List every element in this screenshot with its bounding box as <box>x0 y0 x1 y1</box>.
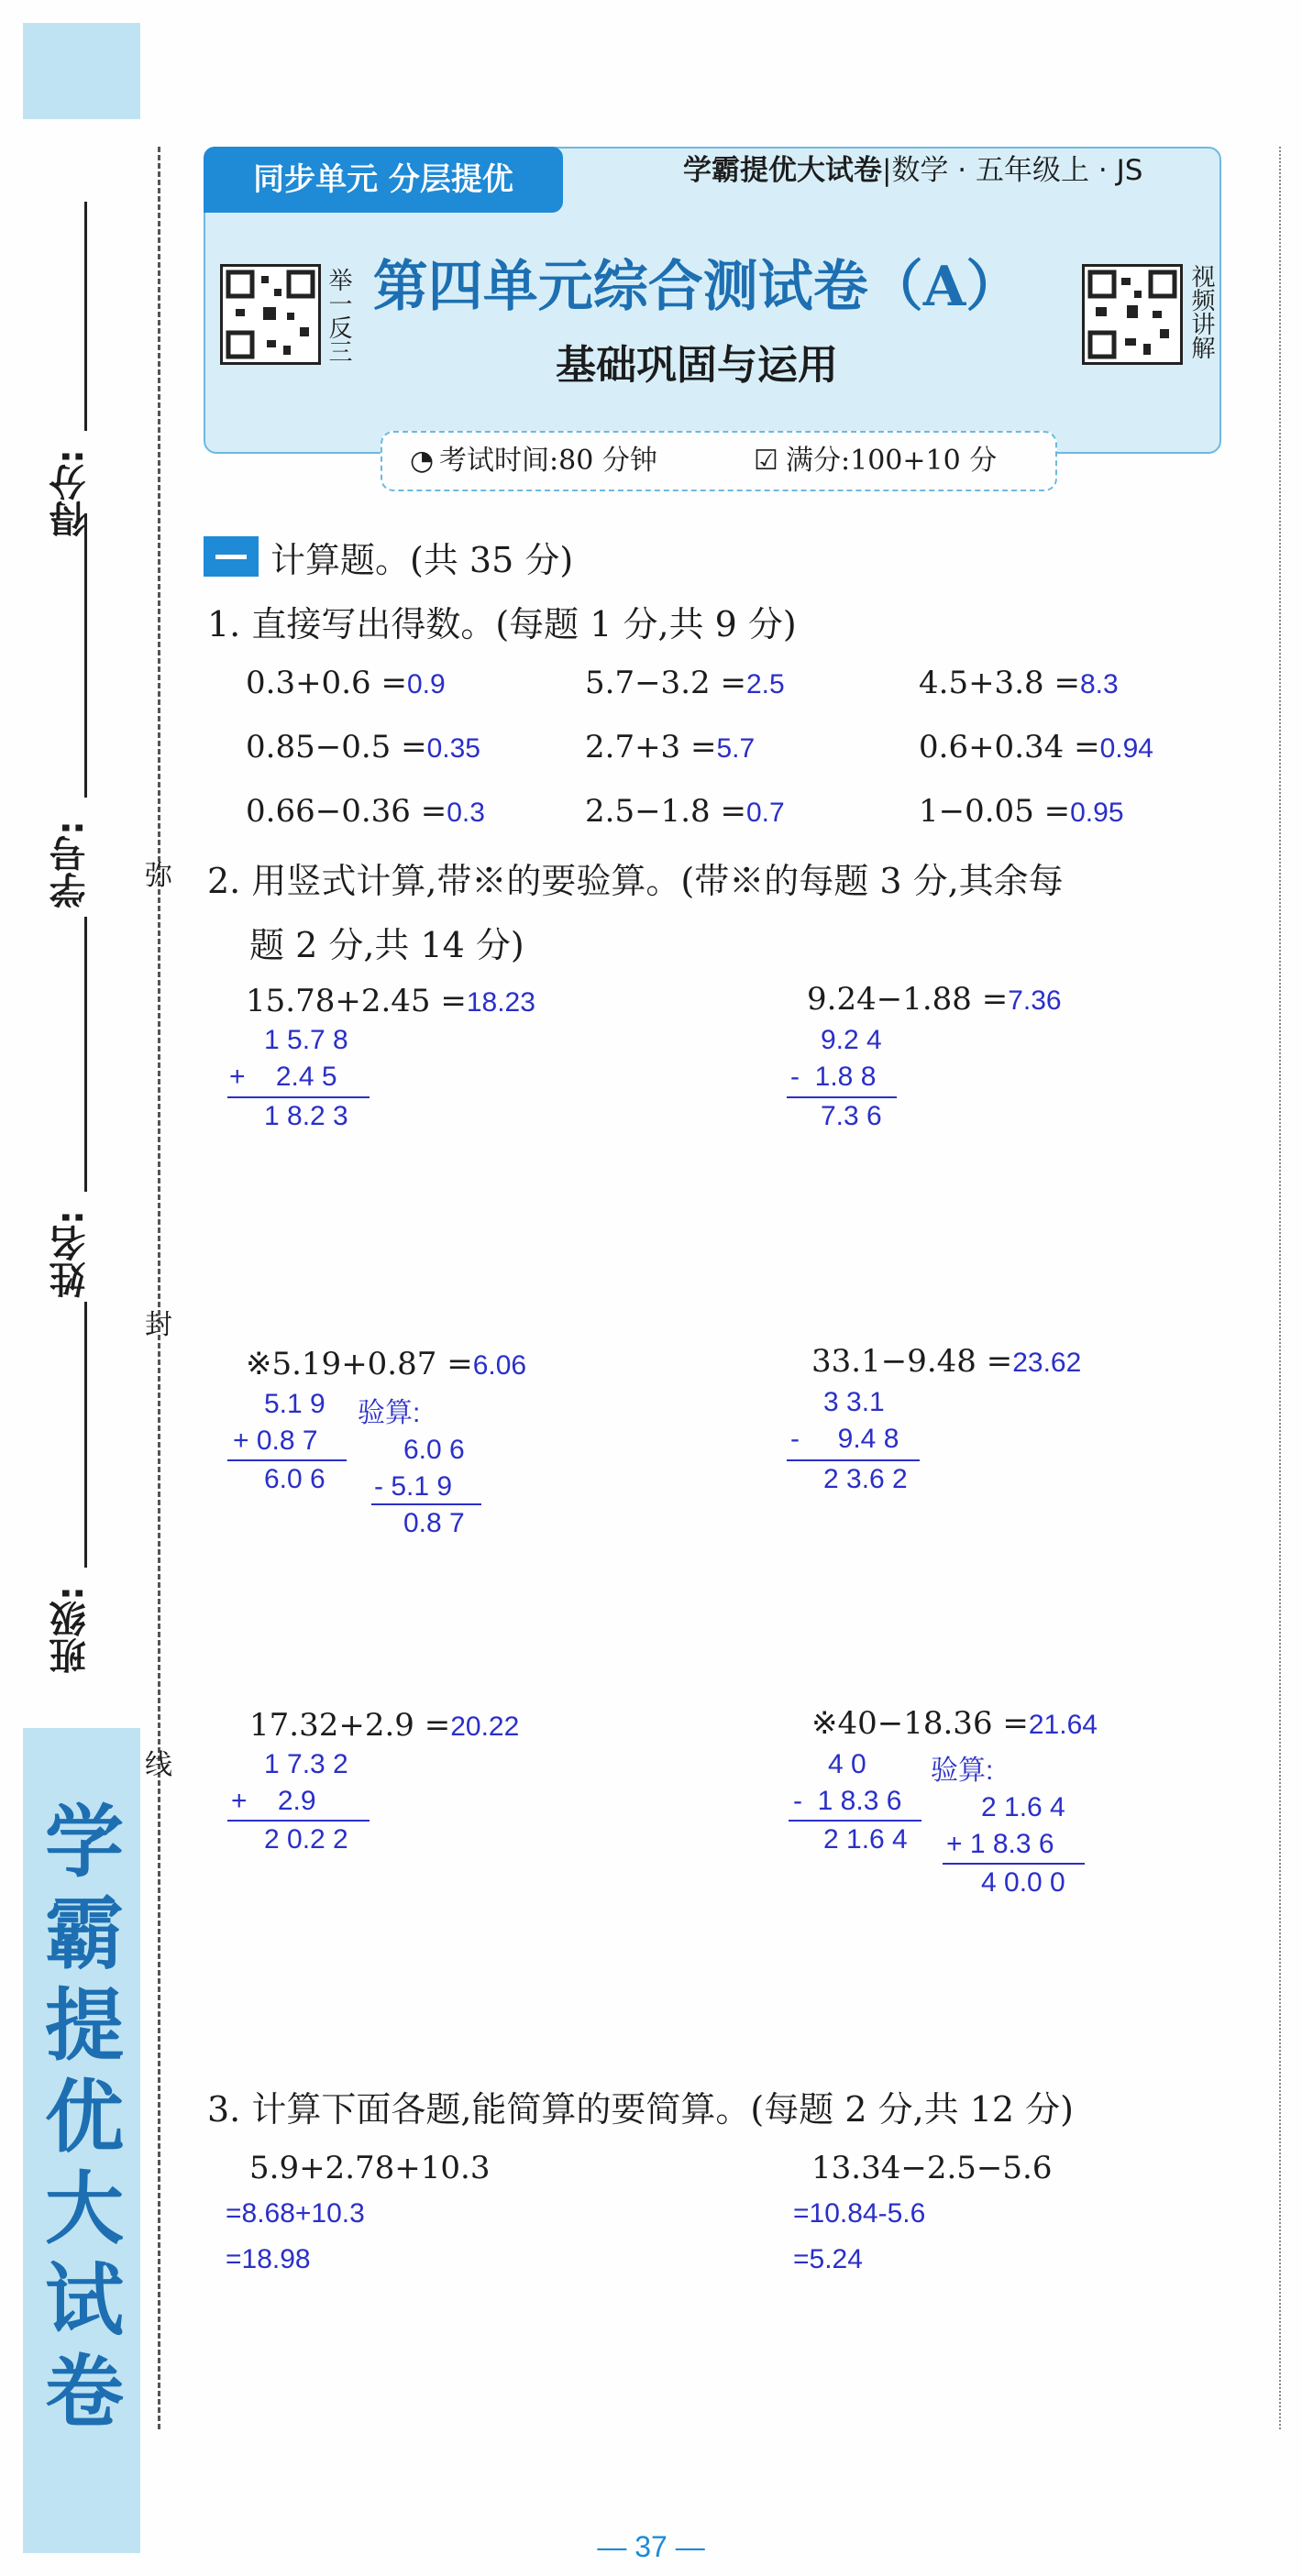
check-label: 验算: <box>358 1398 421 1428</box>
vertical-result: 7.3 6 <box>821 1101 882 1131</box>
vertical-line: + 2.9 <box>231 1786 316 1816</box>
q2-label-line1: 2. 用竖式计算,带※的要验算。(带※的每题 3 分,其余每 <box>207 861 1064 901</box>
q2-item: ※40−18.36 =21.64 <box>811 1705 1098 1742</box>
vertical-result: 2 3.6 2 <box>823 1464 908 1494</box>
clock-icon: ◔ <box>410 445 435 477</box>
vertical-line: + 0.8 7 <box>233 1426 318 1456</box>
qr-code-left[interactable] <box>220 264 321 365</box>
check-result: 4 0.0 0 <box>981 1867 1065 1898</box>
q1-answer[interactable]: 0.9 <box>406 669 446 699</box>
q2-answer[interactable]: 23.62 <box>1012 1348 1082 1378</box>
q1-answer[interactable]: 2.5 <box>745 669 785 699</box>
left-strip-top <box>23 23 140 119</box>
check-line: - 5.1 9 <box>374 1471 453 1502</box>
q1-answer[interactable]: 8.3 <box>1079 669 1119 699</box>
student-number-field-blank[interactable] <box>84 513 87 798</box>
binding-char-feng: 封 <box>145 1309 172 1341</box>
check-icon: ☑ <box>754 445 778 477</box>
vertical-result: 6.0 6 <box>264 1464 326 1494</box>
q1-item: 5.7−3.2 =2.5 <box>585 665 785 701</box>
check-label: 验算: <box>931 1756 994 1786</box>
q2-answer[interactable]: 18.23 <box>466 987 535 1018</box>
q3-item-expression: 5.9+2.78+10.3 <box>249 2150 491 2186</box>
q1-item: 1−0.05 =0.95 <box>919 793 1124 830</box>
full-score: 满分:100+10 分 <box>786 445 998 477</box>
vertical-line: 4 0 <box>828 1749 866 1779</box>
q1-answer[interactable]: 0.94 <box>1099 733 1153 764</box>
exam-time: 考试时间:80 分钟 <box>439 445 657 477</box>
qr-pattern-right <box>1085 267 1180 362</box>
qr-pattern-left <box>223 267 318 362</box>
q2-label-line2: 题 2 分,共 14 分) <box>249 925 524 965</box>
series-tab: 同步单元 分层提优 <box>204 147 563 213</box>
vertical-result: 1 8.2 3 <box>264 1101 348 1131</box>
q3-step: =18.98 <box>226 2244 311 2274</box>
section-badge-mark <box>215 555 247 559</box>
q3-step: =8.68+10.3 <box>226 2198 365 2229</box>
qr-right-caption: 视频讲解 <box>1187 264 1215 359</box>
vertical-line: + 2.4 5 <box>229 1062 337 1092</box>
q2-item: 33.1−9.48 =23.62 <box>811 1343 1082 1380</box>
right-margin-line <box>1279 147 1281 2429</box>
q1-item: 0.85−0.5 =0.35 <box>246 729 480 765</box>
q1-answer[interactable]: 0.35 <box>426 733 480 764</box>
q2-answer[interactable]: 7.36 <box>1008 985 1062 1016</box>
q1-label: 1. 直接写出得数。(每题 1 分,共 9 分) <box>207 604 797 644</box>
vertical-result: 2 0.2 2 <box>264 1824 348 1855</box>
q1-item: 0.66−0.36 =0.3 <box>246 793 485 830</box>
score-field-label: 得分: <box>50 449 92 537</box>
vertical-line: - 9.4 8 <box>790 1424 899 1454</box>
binding-dashed-line <box>158 147 160 2429</box>
q2-item: 9.24−1.88 =7.36 <box>807 981 1062 1018</box>
check-line: + 1 8.3 6 <box>946 1829 1054 1859</box>
score-field-blank[interactable] <box>84 202 87 431</box>
qr-code-right[interactable] <box>1082 264 1183 365</box>
q1-answer[interactable]: 0.95 <box>1070 798 1124 828</box>
class-field-label: 班级: <box>50 1586 92 1674</box>
q2-answer[interactable]: 6.06 <box>472 1350 527 1381</box>
series-title: 学霸提优大试卷|数学 · 五年级上 · JS <box>683 154 1143 187</box>
q3-step: =10.84-5.6 <box>793 2198 926 2229</box>
vertical-line: 9.2 4 <box>821 1025 882 1055</box>
exam-info-bar <box>381 431 1057 491</box>
section-title: 计算题。(共 35 分) <box>270 540 574 580</box>
student-number-field-label: 学号: <box>50 820 92 908</box>
vertical-line: 1 7.3 2 <box>264 1749 348 1779</box>
q2-answer[interactable]: 20.22 <box>450 1712 520 1742</box>
q2-answer[interactable]: 21.64 <box>1028 1710 1098 1740</box>
vertical-result: 2 1.6 4 <box>823 1824 908 1855</box>
vertical-line: - 1.8 8 <box>790 1062 877 1092</box>
q1-item: 0.6+0.34 =0.94 <box>919 729 1153 765</box>
binding-char-mi: 弥 <box>145 860 172 892</box>
q2-item: 17.32+2.9 =20.22 <box>249 1707 520 1744</box>
check-line: 6.0 6 <box>403 1435 465 1465</box>
test-subtitle: 基础巩固与运用 <box>556 342 838 389</box>
section-badge <box>204 536 259 577</box>
q1-answer[interactable]: 5.7 <box>716 733 756 764</box>
page-number: — 37 — <box>597 2530 705 2563</box>
q2-item: ※5.19+0.87 =6.06 <box>246 1346 527 1382</box>
q1-answer[interactable]: 0.7 <box>745 798 785 828</box>
class-field-blank[interactable] <box>84 1302 87 1568</box>
binding-char-xian: 线 <box>145 1749 172 1781</box>
check-result: 0.8 7 <box>403 1508 465 1538</box>
series-info: 数学 · 五年级上 · JS <box>891 154 1143 187</box>
name-field-blank[interactable] <box>84 917 87 1192</box>
q2-item: 15.78+2.45 =18.23 <box>246 983 535 1019</box>
q1-item: 2.5−1.8 =0.7 <box>585 793 785 830</box>
spine-title: 学霸提优大试卷 <box>45 1796 124 2438</box>
q3-item-expression: 13.34−2.5−5.6 <box>811 2150 1053 2186</box>
vertical-line: 3 3.1 <box>823 1387 885 1417</box>
vertical-line: - 1 8.3 6 <box>793 1786 902 1816</box>
check-line: 2 1.6 4 <box>981 1792 1065 1822</box>
q1-item: 4.5+3.8 =8.3 <box>919 665 1119 701</box>
q3-label: 3. 计算下面各题,能简算的要简算。(每题 2 分,共 12 分) <box>207 2089 1074 2130</box>
series-brand: 学霸提优大试卷 <box>683 154 882 187</box>
q1-item: 2.7+3 =5.7 <box>585 729 756 765</box>
vertical-line: 5.1 9 <box>264 1389 326 1419</box>
vertical-line: 1 5.7 8 <box>264 1025 348 1055</box>
test-title: 第四单元综合测试卷（A） <box>372 255 1021 319</box>
qr-left-caption: 举一反三 <box>325 268 352 363</box>
q3-step: =5.24 <box>793 2244 863 2274</box>
q1-item: 0.3+0.6 =0.9 <box>246 665 446 701</box>
name-field-label: 姓名: <box>50 1210 92 1298</box>
q1-answer[interactable]: 0.3 <box>447 798 485 828</box>
